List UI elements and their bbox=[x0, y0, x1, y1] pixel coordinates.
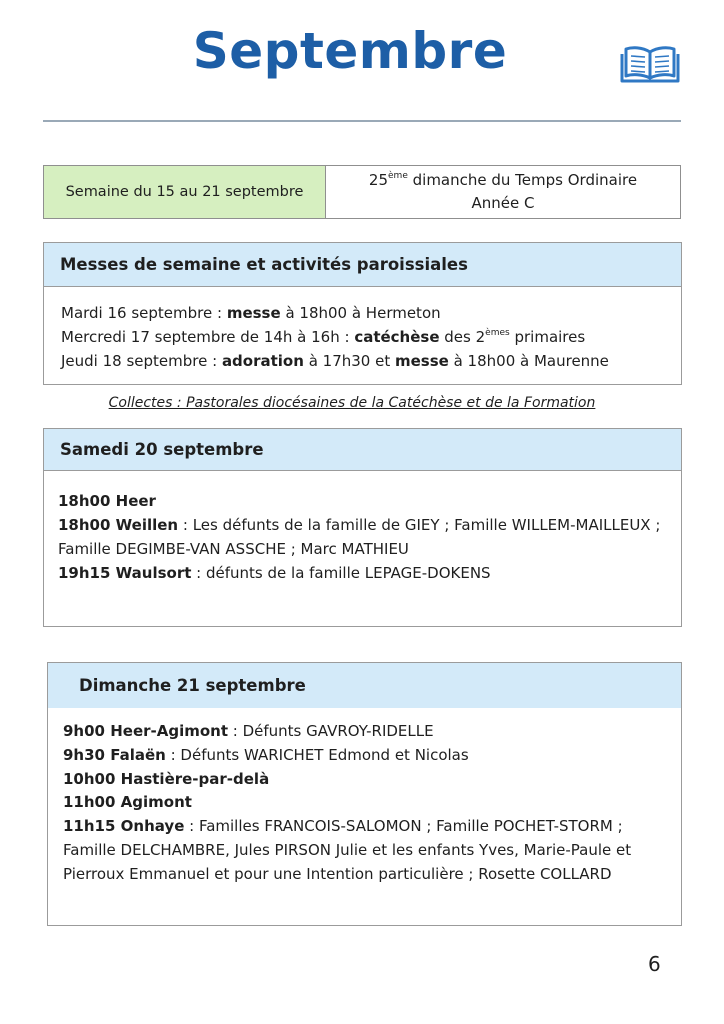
item-activity: messe bbox=[394, 352, 449, 370]
samedi-body bbox=[44, 471, 681, 585]
page-title: Septembre bbox=[192, 22, 508, 80]
list-item bbox=[58, 561, 667, 585]
mass-intentions: : Défunts GAVROY-RIDELLE bbox=[228, 722, 434, 740]
dimanche-text: dimanche du Temps Ordinaire bbox=[407, 171, 638, 189]
list-item bbox=[63, 720, 663, 744]
liturgical-info bbox=[326, 166, 680, 218]
mass-time-place: 18h00 Weillen bbox=[58, 516, 179, 534]
weekday-masses-heading: Messes de semaine et activités paroissiales bbox=[44, 243, 681, 287]
item-date: Jeudi 18 septembre : bbox=[61, 352, 222, 370]
weekday-masses-body bbox=[44, 287, 681, 373]
item-activity: adoration bbox=[221, 352, 304, 370]
item-sup: èmes bbox=[485, 328, 510, 338]
mass-time-place: 11h15 Onhaye bbox=[63, 817, 185, 836]
item-detail: à 18h00 à Hermeton bbox=[280, 304, 441, 322]
mass-intentions: : Les défunts de la famille de GIEY ; Famille WILLEM-MAILLEUX ; Famille DEGIMBE-VAN ASSCHE ; Marc MATHIEU bbox=[58, 516, 661, 558]
page-number: 6 bbox=[648, 952, 661, 976]
mass-time-place: 11h00 Agimont bbox=[63, 793, 192, 812]
item-date: Mardi 16 septembre : bbox=[61, 304, 227, 322]
dimanche-box bbox=[47, 662, 682, 926]
list-item bbox=[63, 815, 663, 886]
list-item bbox=[58, 489, 667, 513]
item-detail: à 18h00 à Maurenne bbox=[448, 352, 609, 370]
week-label: Semaine du 15 au 21 septembre bbox=[44, 166, 326, 218]
item-detail: primaires bbox=[509, 328, 586, 346]
mass-intentions: : Défunts WARICHET Edmond et Nicolas bbox=[165, 745, 469, 764]
list-item bbox=[61, 325, 681, 349]
weekday-masses-box bbox=[43, 242, 682, 385]
open-book-icon bbox=[620, 44, 680, 84]
item-activity: catéchèse bbox=[354, 328, 440, 346]
mass-time-place: 18h00 Heer bbox=[58, 492, 156, 510]
dimanche-body bbox=[48, 708, 681, 887]
mass-time-place: 9h00 Heer-Agimont bbox=[63, 722, 229, 740]
mass-time-place: 10h00 Hastière-par-delà bbox=[63, 769, 270, 788]
item-activity: messe bbox=[226, 304, 281, 322]
mass-intentions: : Familles FRANCOIS-SALOMON ; Famille POCHET-STORM ; Famille DELCHAMBRE, Jules PIRSON Julie et les enfants Yves, Marie-Paule et Pierroux Emmanuel et pour une Intention particulière ; Rosette COLLARD bbox=[63, 817, 632, 883]
list-item bbox=[61, 349, 681, 373]
list-item bbox=[58, 513, 667, 561]
header-divider bbox=[43, 120, 681, 122]
item-date: Mercredi 17 septembre de 14h à 16h : bbox=[61, 328, 355, 346]
list-item bbox=[61, 301, 681, 325]
week-table bbox=[43, 165, 681, 219]
dimanche-line bbox=[369, 169, 637, 192]
mass-intentions: : défunts de la famille LEPAGE-DOKENS bbox=[191, 564, 491, 582]
annee-liturgique: Année C bbox=[471, 194, 535, 212]
collectes-note: Collectes : Pastorales diocésaines de la Catéchèse et de la Formation bbox=[108, 395, 596, 411]
mass-time-place: 19h15 Waulsort bbox=[58, 564, 192, 582]
item-detail: à 17h30 et bbox=[303, 352, 395, 370]
samedi-box bbox=[43, 428, 682, 627]
list-item bbox=[63, 791, 663, 815]
list-item bbox=[63, 768, 663, 792]
dimanche-number: 25 bbox=[368, 171, 389, 189]
mass-time-place: 9h30 Falaën bbox=[63, 745, 166, 764]
dimanche-sup: ème bbox=[388, 171, 408, 181]
list-item bbox=[63, 744, 663, 768]
dimanche-heading: Dimanche 21 septembre bbox=[48, 663, 681, 708]
samedi-heading: Samedi 20 septembre bbox=[44, 429, 681, 471]
item-detail: des 2 bbox=[439, 328, 486, 346]
